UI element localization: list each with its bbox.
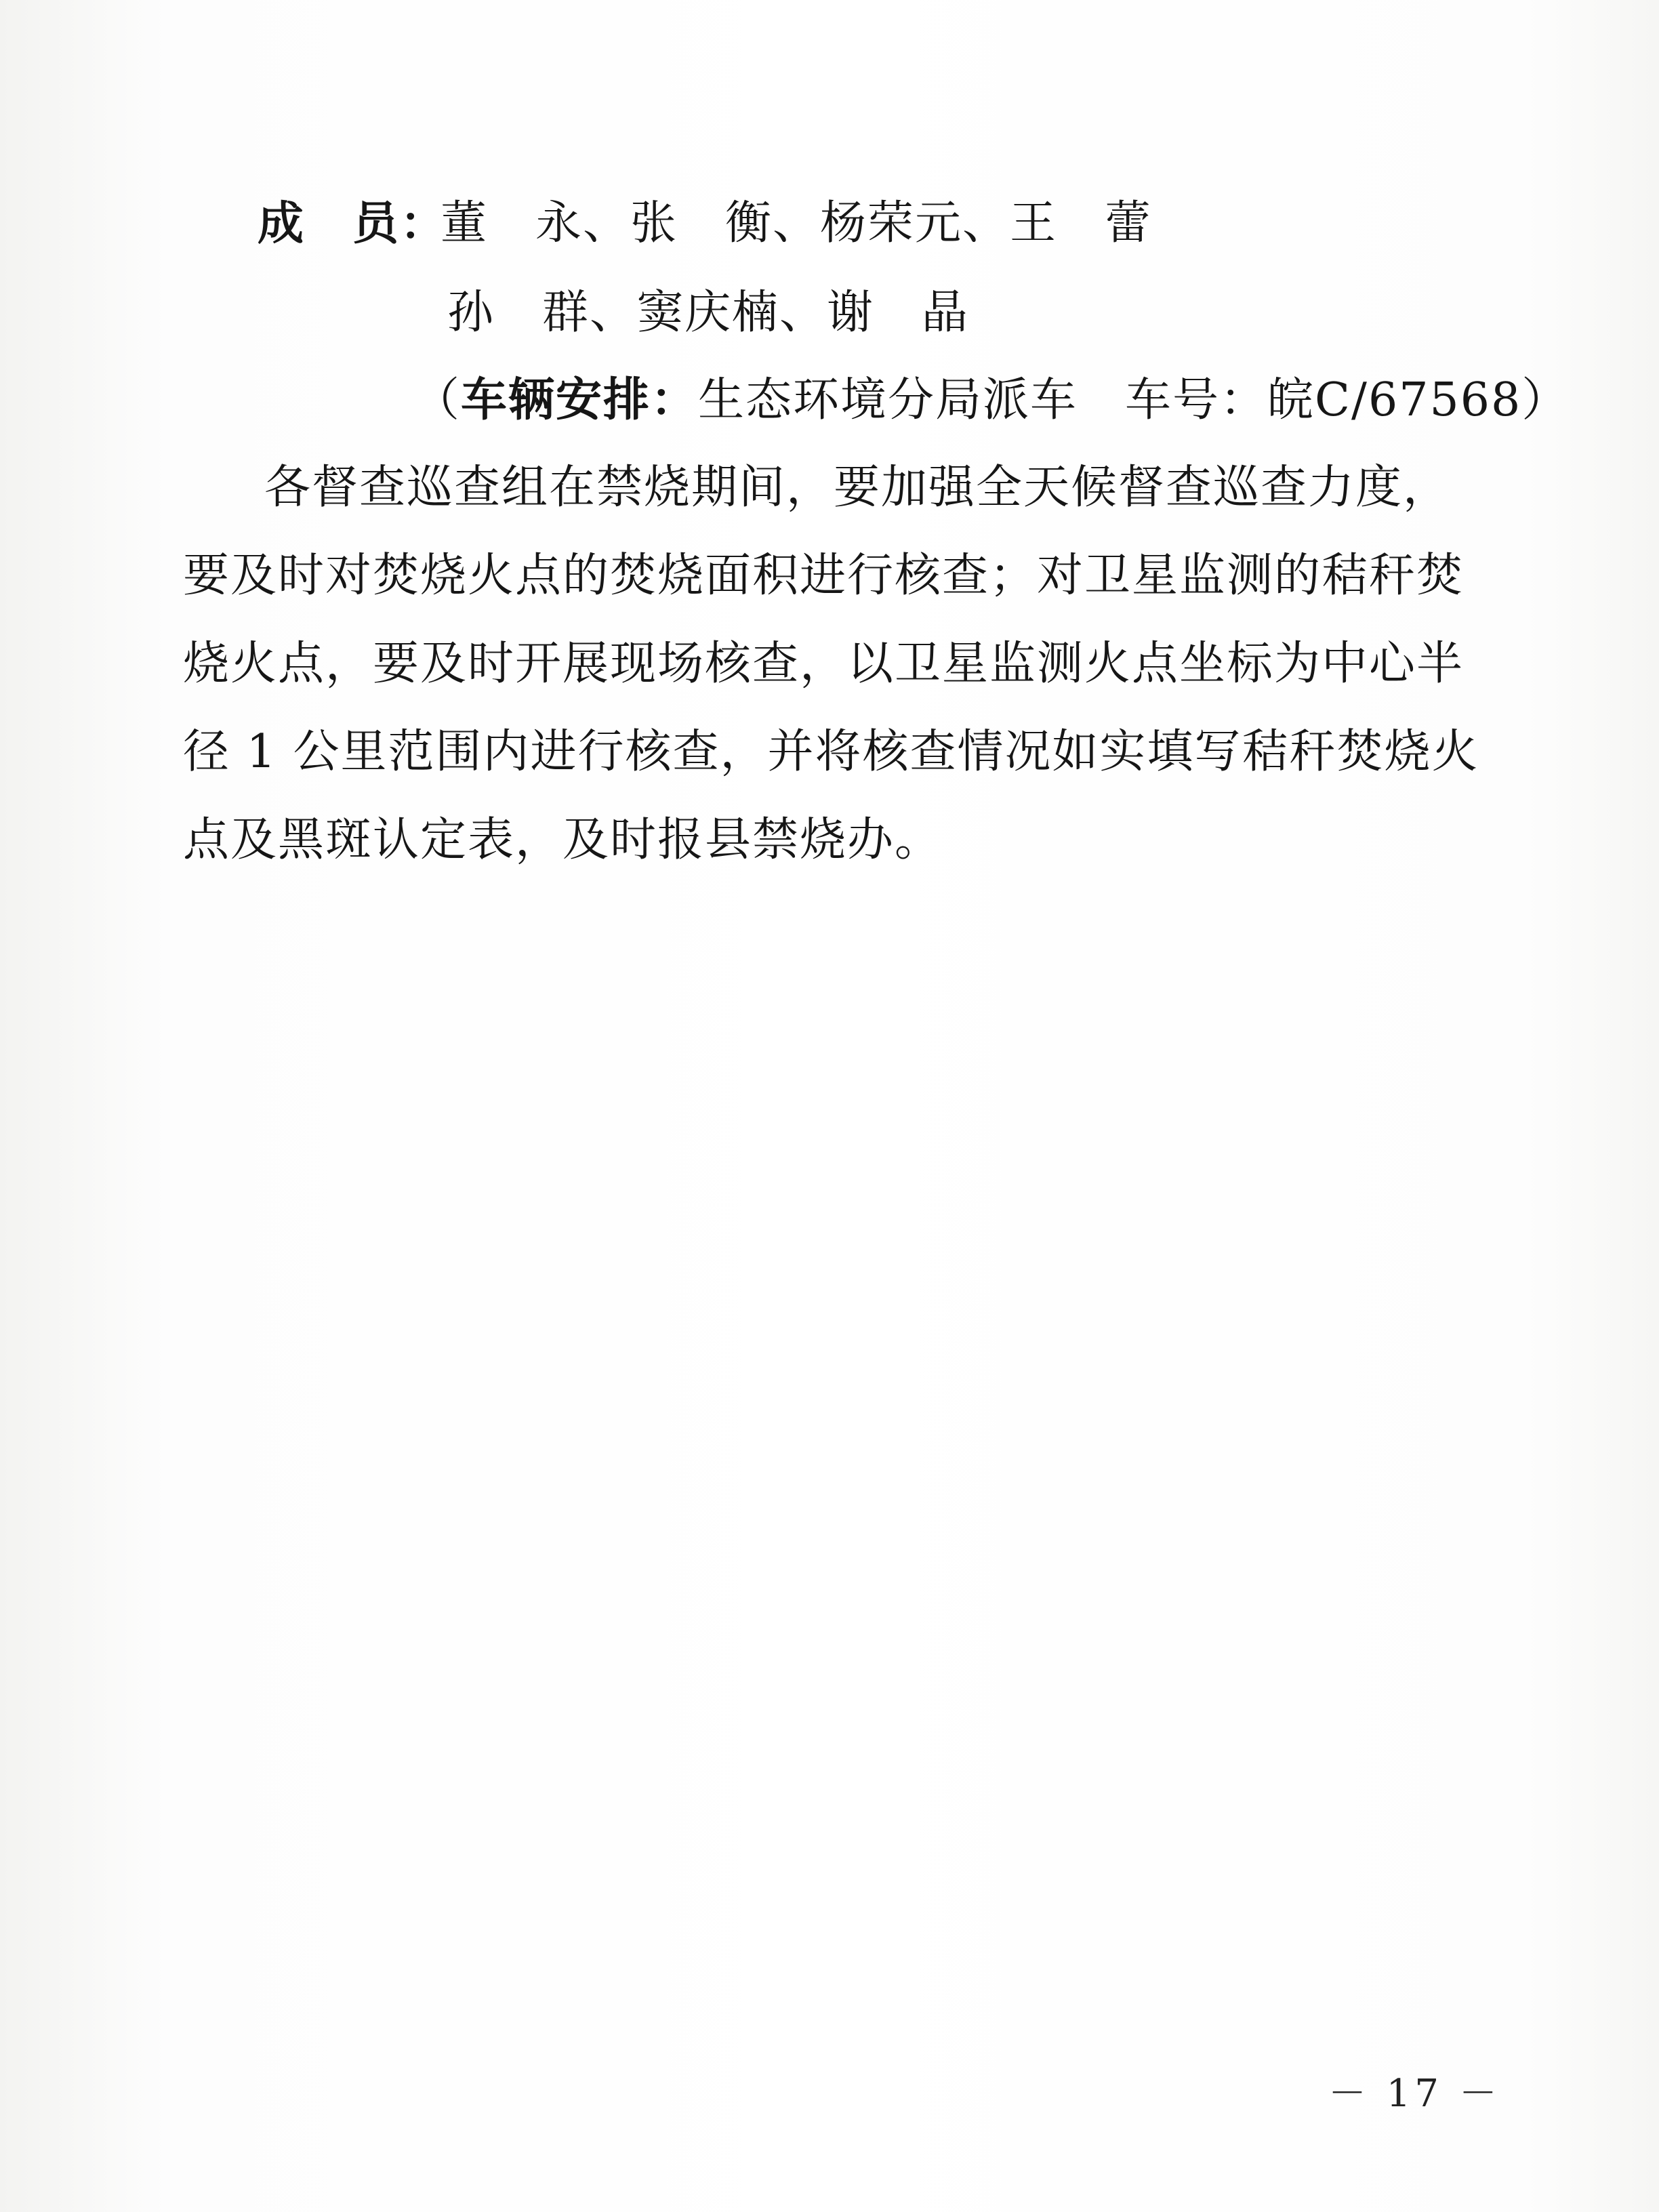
- members-names-line-2: 孙 群、窦庆楠、谢 晶: [447, 286, 970, 340]
- vehicle-open-paren: （: [413, 373, 462, 427]
- members-names-line-1: 董 永、张 衡、杨荣元、王 蕾: [441, 197, 1153, 250]
- body-line-4: 径 1 公里范围内进行核查，并将核查情况如实填写秸秆焚烧火: [183, 725, 1479, 779]
- vehicle-close-paren: ）: [1521, 373, 1570, 427]
- body-line-5: 点及黑斑认定表，及时报县禁烧办。: [183, 813, 943, 867]
- vehicle-arrangement: [413, 366, 1569, 434]
- members-label: 成 员：: [258, 197, 448, 251]
- body-line-2: 要及时对焚烧火点的焚烧面积进行核查；对卫星监测的秸秆焚: [183, 549, 1465, 602]
- body-line-1: 各督查巡查组在禁烧期间，要加强全天候督查巡查力度，: [264, 461, 1451, 514]
- vehicle-label: 车辆安排：: [461, 373, 699, 427]
- body-line-3: 烧火点，要及时开展现场核查，以卫星监测火点坐标为中心半: [183, 637, 1465, 691]
- vehicle-text: 生态环境分局派车 车号：皖C/67568: [698, 373, 1522, 427]
- page-number: － 17 －: [1328, 2072, 1501, 2116]
